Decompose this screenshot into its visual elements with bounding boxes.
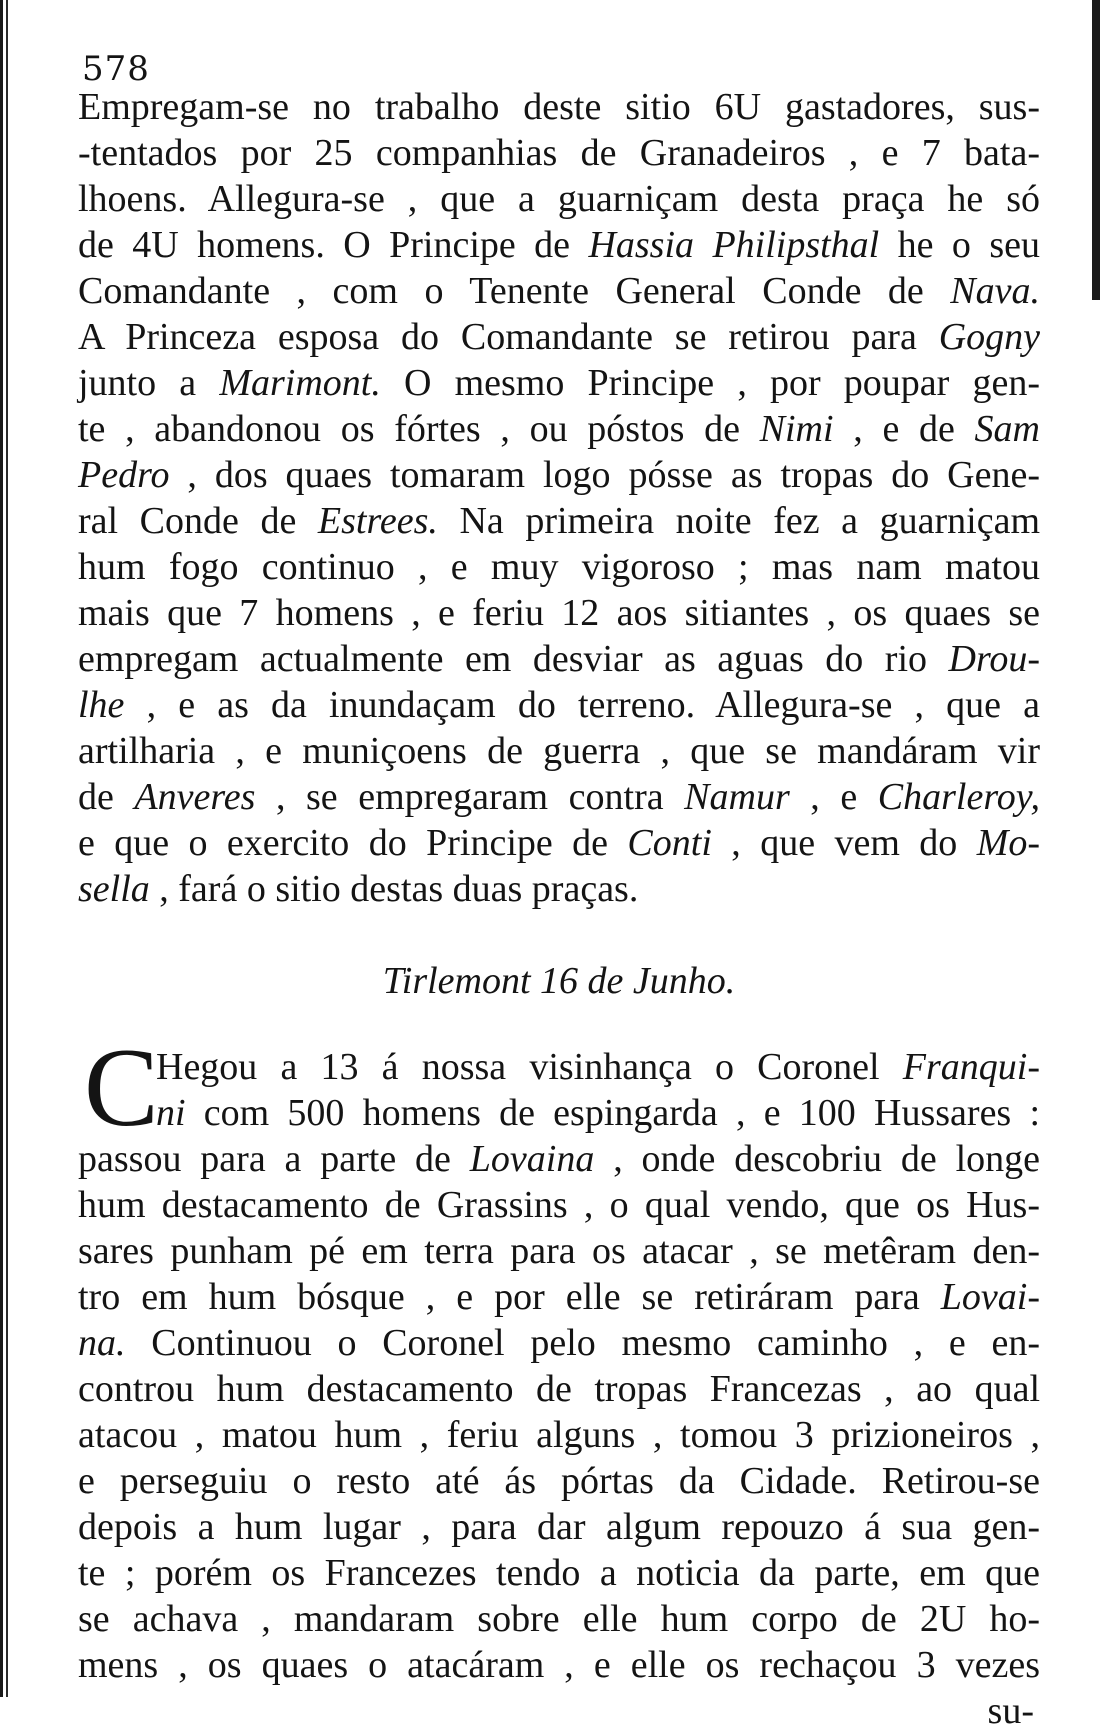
text-line: ni com 500 homens de espingarda , e 100 Hussares : xyxy=(156,1092,1040,1134)
text-line: hum fogo continuo , e muy vigoroso ; mas nam matou xyxy=(78,546,1040,588)
text-line: lhoens. Allegura-se , que a guarniçam desta praça he só xyxy=(78,178,1040,220)
text-line: -tentados por 25 companhias de Granadeiros , e 7 bata- xyxy=(78,132,1040,174)
text-line: de 4U homens. O Principe de Hassia Philipsthal he o seu xyxy=(78,224,1040,266)
paragraph-1 xyxy=(78,84,1040,912)
text-line: hum destacamento de Grassins , o qual vendo, que os Hus- xyxy=(78,1184,1040,1226)
text-line: e perseguiu o resto até ás pórtas da Cidade. Retirou-se xyxy=(78,1460,1040,1502)
text-line: lhe , e as da inundaçam do terreno. Allegura-se , que a xyxy=(78,684,1040,726)
text-line: e que o exercito do Principe de Conti , que vem do Mo- xyxy=(78,822,1040,864)
scan-edge-right xyxy=(1092,0,1100,300)
text-line: na. Continuou o Coronel pelo mesmo caminho , e en- xyxy=(78,1322,1040,1364)
text-line: tro em hum bósque , e por elle se retiráram para Lovai- xyxy=(78,1276,1040,1318)
page-number: 578 xyxy=(82,49,150,89)
paragraph-2-lines xyxy=(78,1044,1040,1688)
text-line: mens , os quaes o atacáram , e elle os rechaçou 3 vezes xyxy=(78,1644,1040,1686)
text-line: sares punham pé em terra para os atacar , se metêram den- xyxy=(78,1230,1040,1272)
text-line: mais que 7 homens , e feriu 12 aos sitiantes , os quaes se xyxy=(78,592,1040,634)
text-line: depois a hum lugar , para dar algum repouzo á sua gen- xyxy=(78,1506,1040,1548)
book-page xyxy=(78,50,1040,1734)
text-line: controu hum destacamento de tropas Francezas , ao qual xyxy=(78,1368,1040,1410)
text-line: Hegou a 13 á nossa visinhança o Coronel Franqui- xyxy=(156,1046,1040,1088)
text-line: Comandante , com o Tenente General Conde de Nava. xyxy=(78,270,1040,312)
paragraph-2 xyxy=(78,1026,1040,1688)
text-line: junto a Marimont. O mesmo Principe , por poupar gen- xyxy=(78,362,1040,404)
text-line: se achava , mandaram sobre elle hum corpo de 2U ho- xyxy=(78,1598,1040,1640)
text-line: te ; porém os Francezes tendo a noticia da parte, em que xyxy=(78,1552,1040,1594)
text-line: Empregam-se no trabalho deste sitio 6U gastadores, sus- xyxy=(78,86,1040,128)
text-line: de Anveres , se empregaram contra Namur , e Charleroy, xyxy=(78,776,1040,818)
text-line: passou para a parte de Lovaina , onde descobriu de longe xyxy=(78,1138,1040,1180)
scan-edge-left xyxy=(0,0,10,1697)
text-line: A Princeza esposa do Comandante se retirou para Gogny xyxy=(78,316,1040,358)
drop-cap: C xyxy=(84,1026,159,1150)
text-line: atacou , matou hum , feriu alguns , tomou 3 prizioneiros , xyxy=(78,1414,1040,1456)
text-line: sella , fará o sitio destas duas praças. xyxy=(78,868,639,910)
catchword: su- xyxy=(987,1690,1034,1732)
text-line: Pedro , dos quaes tomaram logo pósse as tropas do Gene- xyxy=(78,454,1040,496)
text-line: te , abandonou os fórtes , ou póstos de Nimi , e de Sam xyxy=(78,408,1040,450)
dateline: Tirlemont 16 de Junho. xyxy=(382,960,736,1002)
text-line: artilharia , e muniçoens de guerra , que se mandáram vir xyxy=(78,730,1040,772)
text-line: ral Conde de Estrees. Na primeira noite fez a guarniçam xyxy=(78,500,1040,542)
text-line: empregam actualmente em desviar as aguas do rio Drou- xyxy=(78,638,1040,680)
